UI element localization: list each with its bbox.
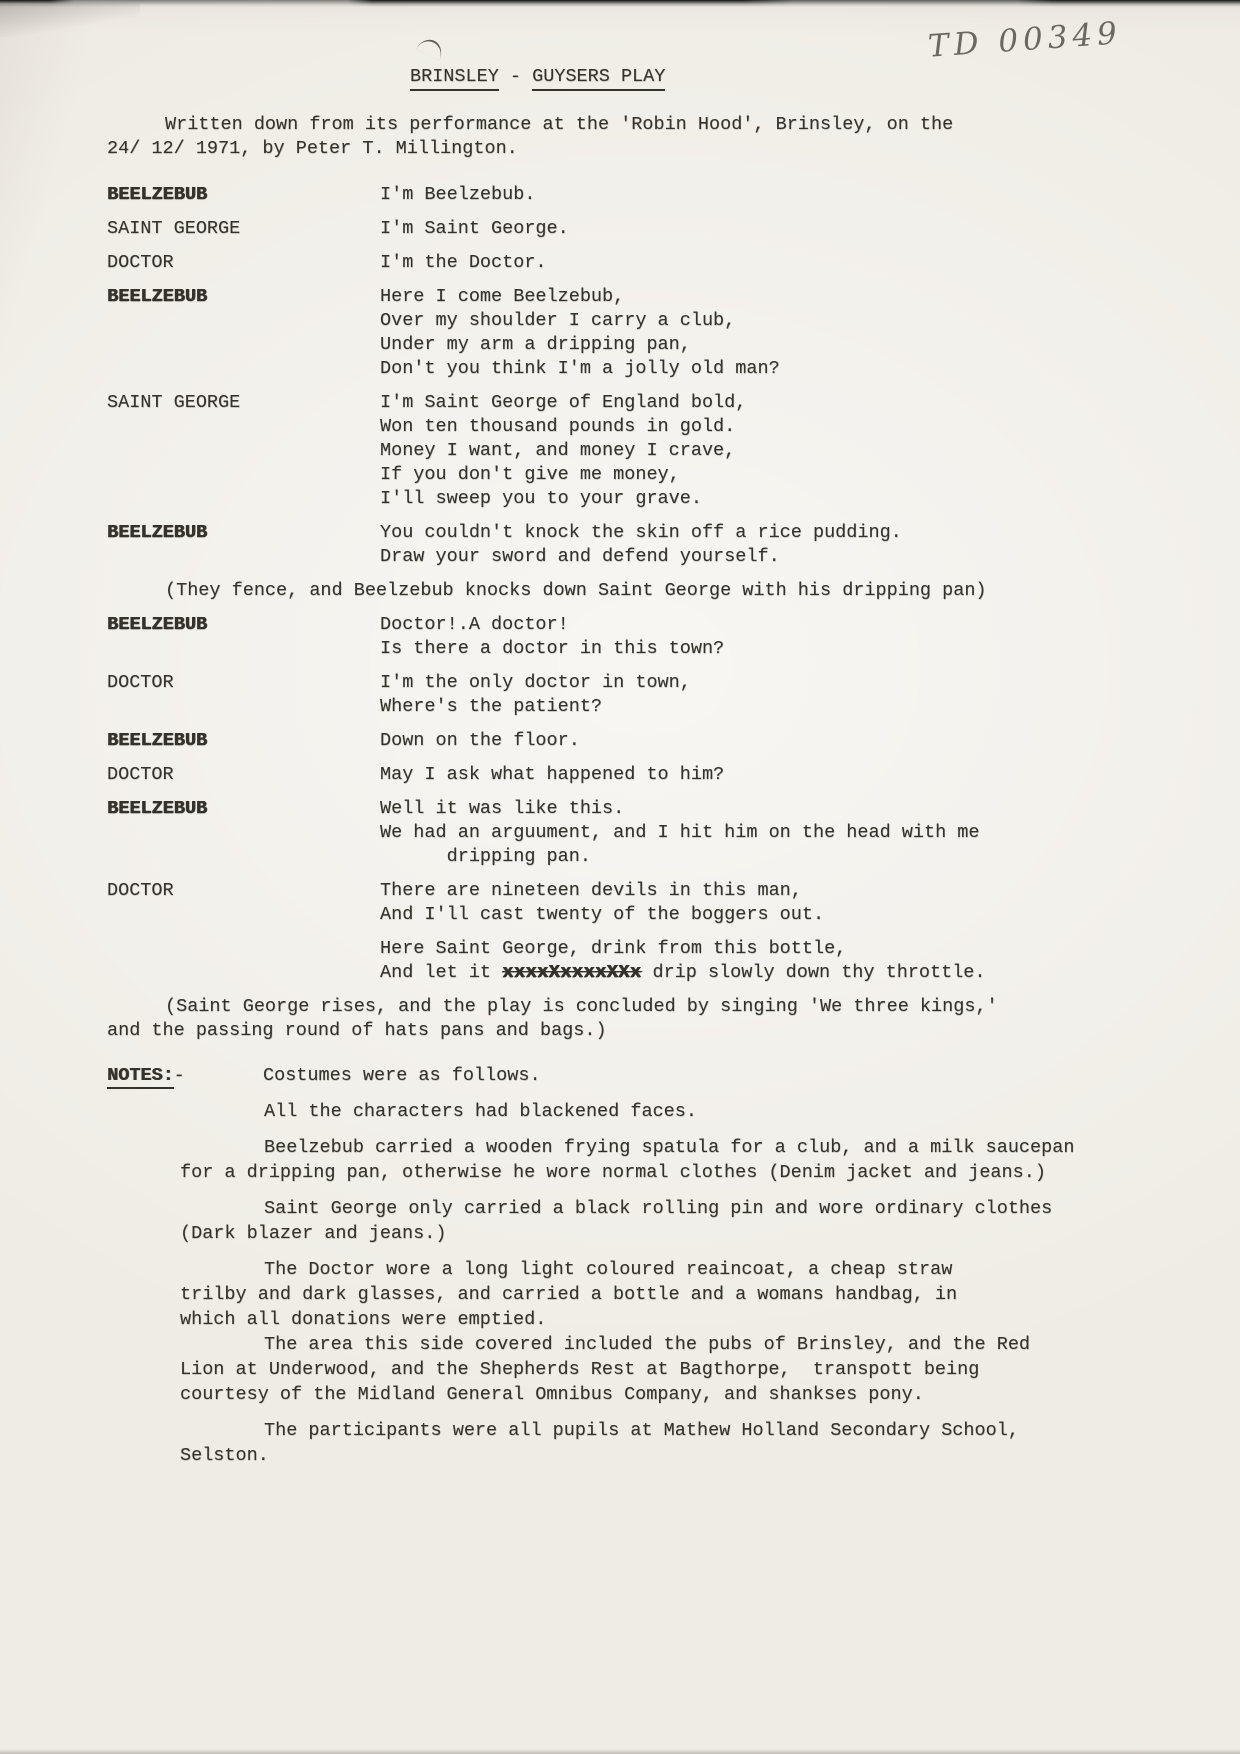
stray-pen-mark	[416, 35, 446, 61]
dialogue-line: I'm the only doctor in town,	[380, 672, 691, 693]
speaker-label	[107, 937, 380, 985]
dialogue-lines	[380, 937, 986, 985]
speaker-label: SAINT GEORGE	[107, 392, 241, 413]
dialogue-row	[107, 251, 1187, 275]
notes-line: The Doctor wore a long light coloured reaincoat, a cheap straw	[264, 1259, 953, 1280]
notes-line: All the characters had blackened faces.	[264, 1101, 697, 1122]
notes-line: which all donations were emptied.	[180, 1309, 547, 1330]
document-title	[410, 66, 665, 87]
dialogue-line: Under my arm a dripping pan,	[380, 334, 691, 355]
dialogue-line: Here Saint George, drink from this bottle,	[380, 938, 847, 959]
paper-corner-shade	[0, 3, 140, 37]
dialogue-line: May I ask what happened to him?	[380, 764, 725, 785]
dialogue-lines	[380, 879, 824, 927]
notes-paragraph	[180, 1332, 1187, 1407]
dialogue-line: dripping pan.	[380, 846, 591, 867]
typewritten-content	[107, 66, 1187, 1479]
dialogue-lines	[380, 285, 780, 381]
notes-body	[107, 1099, 1187, 1468]
dialogue-line: If you don't give me money,	[380, 464, 680, 485]
dialogue-row	[107, 763, 1187, 787]
dialogue-line: Money I want, and money I crave,	[380, 440, 736, 461]
notes-paragraph	[180, 1257, 1187, 1332]
dialogue-line: You couldn't knock the skin off a rice pudding.	[380, 522, 902, 543]
stage-direction	[107, 579, 1187, 603]
speaker-label: DOCTOR	[107, 764, 174, 785]
dialogue-line: Is there a doctor in this town?	[380, 638, 725, 659]
dialogue-line: There are nineteen devils in this man,	[380, 880, 802, 901]
speaker-label: BEELZEBUB	[107, 730, 207, 751]
dialogue-line: I'm the Doctor.	[380, 252, 547, 273]
struck-text: xxxxXxxxxXXx	[502, 962, 642, 983]
notes-label-underlined: NOTES:	[107, 1065, 174, 1089]
dialogue-lines	[380, 391, 746, 511]
notes-line: Selston.	[180, 1445, 269, 1466]
notes-line: Saint George only carried a black rolling pin and wore ordinary clothes	[264, 1198, 1053, 1219]
dialogue-line: I'll sweep you to your grave.	[380, 488, 702, 509]
dialogue-line: We had an arguument, and I hit him on the head with me	[380, 822, 980, 843]
dialogue-line	[380, 961, 986, 985]
notes-line: Lion at Underwood, and the Shepherds Rest at Bagthorpe, transpott being	[180, 1359, 980, 1380]
intro-paragraph	[107, 113, 1187, 161]
struck-text-post: drip slowly down thy throttle.	[641, 962, 986, 983]
dialogue-lines	[380, 251, 547, 275]
dialogue-lines	[380, 521, 902, 569]
intro-line: Written down from its performance at the 'Robin Hood', Brinsley, on the	[165, 114, 954, 135]
stage-direction-line: (They fence, and Beelzebub knocks down Saint George with his dripping pan)	[165, 580, 987, 601]
dialogue-line: Down on the floor.	[380, 730, 580, 751]
dialogue-line: I'm Saint George of England bold,	[380, 392, 747, 413]
notes-line: The participants were all pupils at Mathew Holland Secondary School,	[264, 1420, 1019, 1441]
dialogue-line: Draw your sword and defend yourself.	[380, 546, 780, 567]
dialogue-line: Well it was like this.	[380, 798, 625, 819]
notes-line: courtesy of the Midland General Omnibus Company, and shankses pony.	[180, 1384, 924, 1405]
struck-text-pre: And let it	[380, 962, 503, 983]
dialogue-line: Won ten thousand pounds in gold.	[380, 416, 736, 437]
title-part-2: GUYSERS PLAY	[532, 66, 665, 91]
dialogue-line: I'm Beelzebub.	[380, 184, 536, 205]
stage-direction-line: (Saint George rises, and the play is concluded by singing 'We three kings,'	[165, 996, 998, 1017]
speaker-label: BEELZEBUB	[107, 286, 207, 307]
notes-line: Beelzebub carried a wooden frying spatula for a club, and a milk saucepan	[264, 1137, 1075, 1158]
speaker-label: DOCTOR	[107, 880, 174, 901]
notes-line: (Dark blazer and jeans.)	[180, 1223, 447, 1244]
dialogue-line: Where's the patient?	[380, 696, 603, 717]
dialogue-row	[107, 183, 1187, 207]
stage-direction-line: and the passing round of hats pans and bags.)	[107, 1020, 607, 1041]
dialogue-row	[107, 613, 1187, 661]
notes-paragraph	[180, 1418, 1187, 1468]
title-separator: -	[498, 66, 533, 87]
stage-direction	[107, 995, 1187, 1043]
dialogue-row	[107, 285, 1187, 381]
dialogue-lines	[380, 729, 580, 753]
speaker-label: BEELZEBUB	[107, 614, 207, 635]
dialogue-line: Over my shoulder I carry a club,	[380, 310, 736, 331]
dialogue-lines	[380, 217, 569, 241]
dialogue-line: And I'll cast twenty of the boggers out.	[380, 904, 825, 925]
handwritten-archive-number: TD 00349	[926, 15, 1124, 65]
notes-line: for a dripping pan, otherwise he wore normal clothes (Denim jacket and jeans.)	[180, 1162, 1046, 1183]
notes-first-line: Costumes were as follows.	[263, 1065, 541, 1086]
play-script	[107, 183, 1187, 1043]
notes-paragraph	[180, 1196, 1187, 1246]
notes-line: trilby and dark glasses, and carried a bottle and a womans handbag, in	[180, 1284, 958, 1305]
speaker-label: SAINT GEORGE	[107, 218, 241, 239]
dialogue-row	[107, 729, 1187, 753]
dialogue-row	[107, 671, 1187, 719]
notes-paragraph	[180, 1099, 1187, 1124]
title-part-1: BRINSLEY	[410, 66, 499, 91]
speaker-label: DOCTOR	[107, 672, 174, 693]
scan-bottom-edge	[0, 1749, 1240, 1754]
notes-section	[107, 1063, 1187, 1468]
dialogue-lines	[380, 797, 980, 869]
dialogue-lines	[380, 613, 724, 661]
notes-label	[107, 1063, 263, 1088]
dialogue-lines	[380, 183, 535, 207]
speaker-label: BEELZEBUB	[107, 798, 207, 819]
dialogue-row	[107, 521, 1187, 569]
dialogue-row	[107, 797, 1187, 869]
dialogue-lines	[380, 671, 691, 719]
speaker-label: BEELZEBUB	[107, 522, 207, 543]
notes-heading-row	[107, 1063, 1187, 1088]
notes-paragraph	[180, 1135, 1187, 1185]
intro-line: 24/ 12/ 1971, by Peter T. Millington.	[107, 138, 518, 159]
scan-top-edge	[0, 0, 1240, 7]
speaker-label: DOCTOR	[107, 252, 174, 273]
speaker-label: BEELZEBUB	[107, 184, 207, 205]
notes-label-dash: -	[173, 1065, 185, 1086]
dialogue-line: Don't you think I'm a jolly old man?	[380, 358, 780, 379]
dialogue-line: I'm Saint George.	[380, 218, 569, 239]
notes-line: The area this side covered included the pubs of Brinsley, and the Red	[264, 1334, 1031, 1355]
dialogue-row	[107, 937, 1187, 985]
dialogue-row	[107, 217, 1187, 241]
dialogue-lines	[380, 763, 724, 787]
dialogue-row	[107, 391, 1187, 511]
dialogue-line: Doctor!.A doctor!	[380, 614, 569, 635]
dialogue-line: Here I come Beelzebub,	[380, 286, 625, 307]
dialogue-row	[107, 879, 1187, 927]
